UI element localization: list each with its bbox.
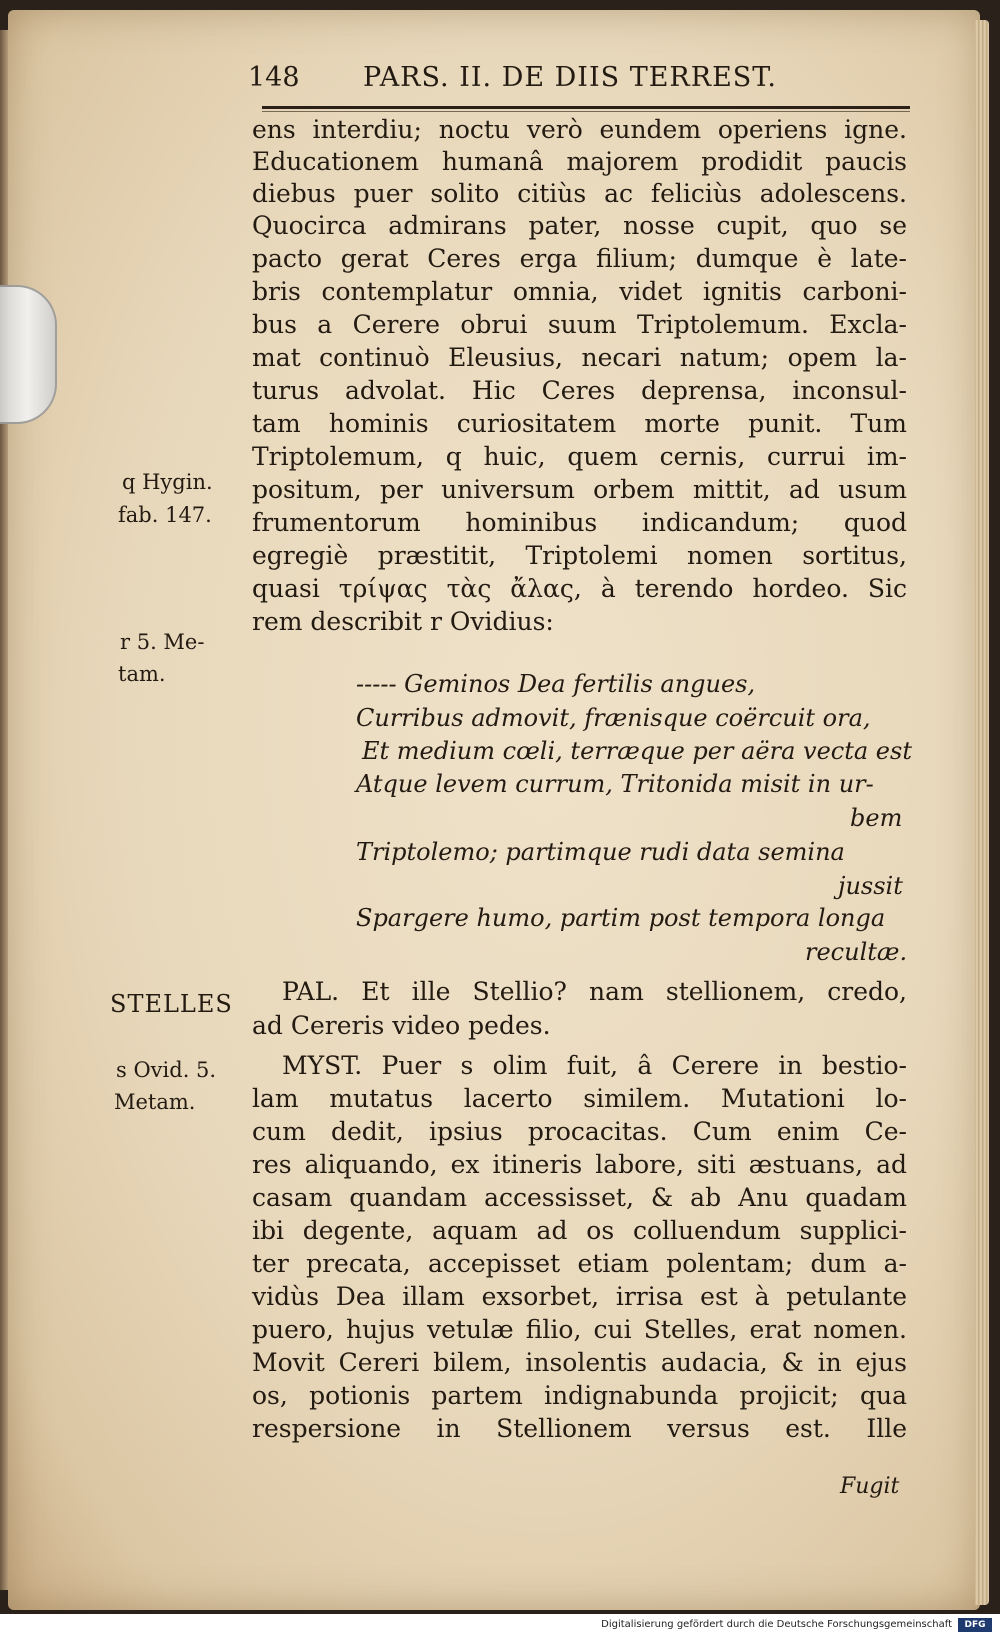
myst-speech-line: cum dedit, ipsius procacitas. Cum enim Ce- (252, 1117, 907, 1146)
verse-line: Curribus admovit, frænisque coërcuit ora, (356, 704, 871, 732)
myst-speech-line: casam quandam accessisset, & ab Anu quadam (252, 1183, 907, 1212)
margin-note: Metam. (114, 1090, 196, 1114)
verse-line: Et medium cœli, terræque per aëra vecta est (362, 737, 912, 765)
page-fore-edge (975, 20, 989, 1605)
header-rule-thin (262, 111, 910, 112)
margin-note: r 5. Me- (120, 630, 205, 654)
body-line: frumentorum hominibus indicandum; quod (252, 508, 907, 537)
myst-speech-line: os, potionis partem indignabunda projicit; qua (252, 1381, 907, 1410)
body-line: bus a Cerere obrui suum Triptolemum. Excla- (252, 310, 907, 339)
body-line: rem describit r Ovidius: (252, 607, 554, 636)
page-header (248, 62, 908, 106)
myst-speech-line: puero, hujus vetulæ filio, cui Stelles, erat nomen. (252, 1315, 907, 1344)
myst-speech-line: Movit Cereri bilem, insolentis audacia, & in ejus (252, 1348, 907, 1377)
body-line: Triptolemum, q huic, quem cernis, currui im- (252, 442, 907, 471)
digitization-credit: Digitalisierung gefördert durch die Deutsche Forschungsgemeinschaft (601, 1619, 952, 1630)
margin-note: q Hygin. (122, 470, 213, 494)
margin-note: tam. (118, 662, 166, 686)
body-line: Educationem humanâ majorem prodidit paucis (252, 147, 907, 176)
myst-speech-line: res aliquando, ex itineris labore, siti æstuans, ad (252, 1150, 907, 1179)
body-line: positum, per universum orbem mittit, ad usum (252, 475, 907, 504)
dfg-logo: DFG (958, 1618, 992, 1632)
pal-speech-line: PAL. Et ille Stellio? nam stellionem, credo, (282, 977, 907, 1006)
body-line: tam hominis curiositatem morte punit. Tum (252, 409, 907, 438)
header-rule (262, 106, 910, 109)
margin-heading: STELLES (110, 990, 233, 1018)
verse-line: Triptolemo; partimque rudi data semina (356, 838, 845, 866)
verse-line-turnover: jussit (838, 872, 903, 900)
body-line: turus advolat. Hic Ceres deprensa, inconsul- (252, 376, 907, 405)
body-line: ens interdiu; noctu verò eundem operiens igne. (252, 115, 907, 144)
myst-speech-line: lam mutatus lacerto similem. Mutationi lo- (252, 1084, 907, 1113)
pal-speech-line: ad Cereris video pedes. (252, 1011, 551, 1040)
body-line: bris contemplatur omnia, videt ignitis carboni- (252, 277, 907, 306)
myst-speech-line: MYST. Puer s olim fuit, â Cerere in bestio- (282, 1051, 907, 1080)
body-line: Quocirca admirans pater, nosse cupit, quo se (252, 211, 907, 240)
body-line: mat continuò Eleusius, necari natum; opem la- (252, 343, 907, 372)
verse-line: Spargere humo, partim post tempora longa (356, 904, 886, 932)
myst-speech-line: ter precata, accepisset etiam polentam; dum a- (252, 1249, 907, 1278)
verse-line-turnover: recultæ. (805, 938, 908, 966)
page-clip-tab (0, 285, 57, 424)
myst-speech-line: ibi degente, aquam ad os colluendum supplici- (252, 1216, 907, 1245)
verse-line: Atque levem currum, Tritonida misit in ur- (356, 770, 874, 798)
page-number: 148 (248, 62, 300, 93)
myst-speech-line: respersione in Stellionem versus est. Ille (252, 1414, 907, 1443)
body-line: egregiè præstitit, Triptolemi nomen sortitus, (252, 541, 907, 570)
verse-line: ----- Geminos Dea fertilis angues, (356, 670, 756, 698)
margin-note: fab. 147. (118, 503, 212, 527)
running-head: PARS. II. DE DIIS TERREST. (363, 62, 777, 93)
margin-note: s Ovid. 5. (116, 1058, 217, 1082)
myst-speech-line: vidùs Dea illam exsorbet, irrisa est à petulante (252, 1282, 907, 1311)
body-line: quasi τρίψας τὰς ἄλας, à terendo hordeo. Sic (252, 574, 907, 603)
body-line: pacto gerat Ceres erga filium; dumque è late- (252, 244, 907, 273)
catchword: Fugit (840, 1474, 900, 1499)
body-line: diebus puer solito citiùs ac feliciùs adolescens. (252, 179, 907, 208)
verse-line-turnover: bem (850, 804, 903, 832)
